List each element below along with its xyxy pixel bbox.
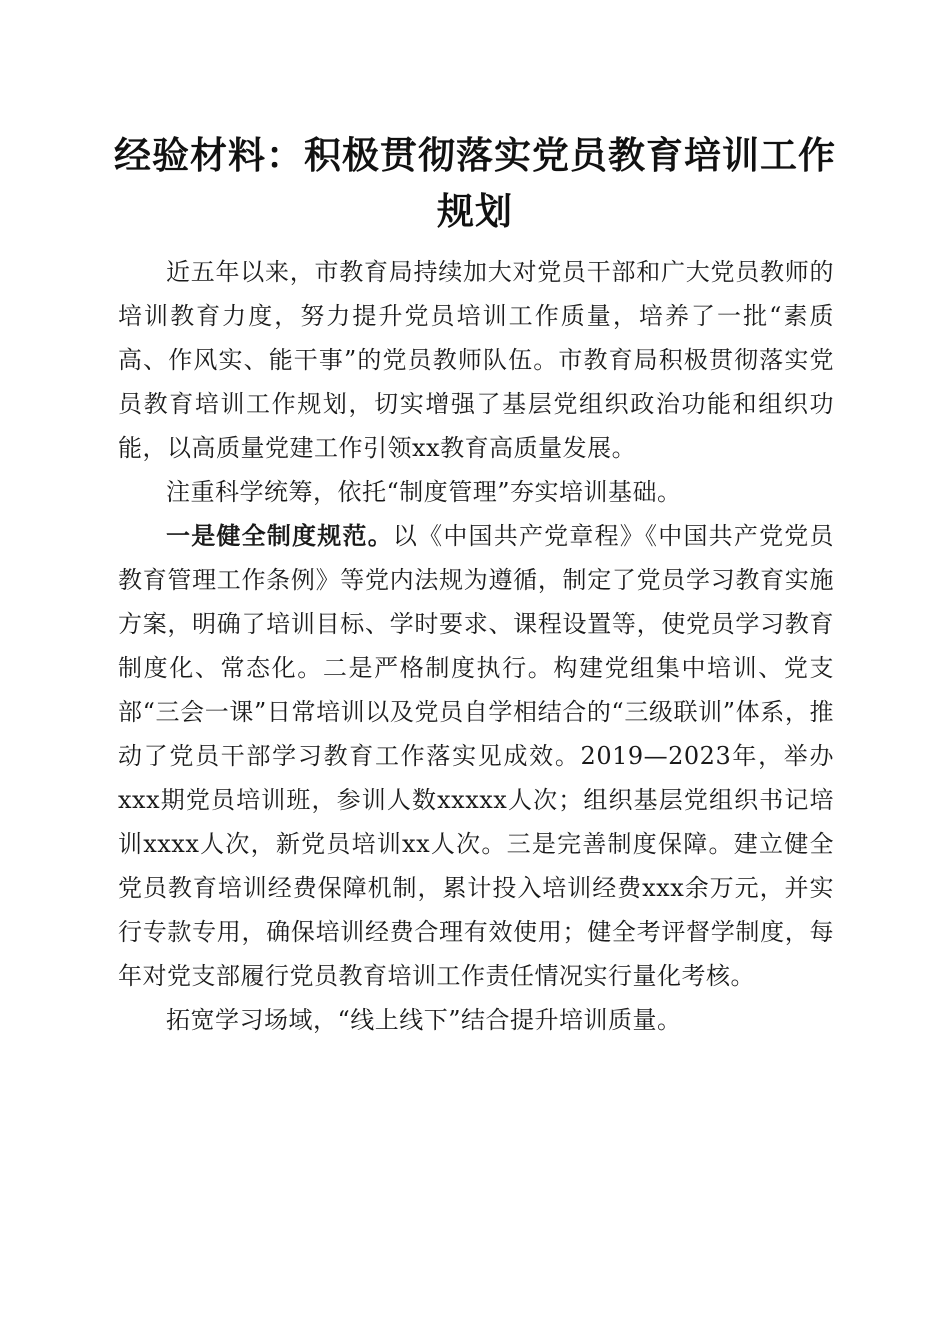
document-title: 经验材料：积极贯彻落实党员教育培训工作规划 bbox=[114, 134, 836, 233]
paragraph-lead-phrase: 一是健全制度规范。 bbox=[166, 522, 393, 550]
document-body bbox=[118, 250, 834, 1042]
paragraph-section-heading-2: 拓宽学习场域，“线上线下”结合提升培训质量。 bbox=[166, 1006, 682, 1034]
paragraph-section-heading-1: 注重科学统筹，依托“制度管理”夯实培训基础。 bbox=[166, 478, 682, 506]
paragraph-institutional-measures bbox=[118, 514, 834, 998]
paragraph-intro: 近五年以来，市教育局持续加大对党员干部和广大党员教师的培训教育力度，努力提升党员培训工作质量，培养了一批“素质高、作风实、能干事”的党员教师队伍。市教育局积极贯彻落实党员教育培训工作规划，切实增强了基层党组织政治功能和组织功能，以高质量党建工作引领xx教育高质量发展。 bbox=[118, 258, 834, 462]
paragraph-body-text: 以《中国共产党章程》《中国共产党党员教育管理工作条例》等党内法规为遵循，制定了党员学习教育实施方案，明确了培训目标、学时要求、课程设置等，使党员学习教育制度化、常态化。二是严格制度执行。构建党组集中培训、党支部“三会一课”日常培训以及党员自学相结合的“三级联训”体系，推动了党员干部学习教育工作落实见成效。2019—2023年，举办xxx期党员培训班，参训人数xxxxx人次；组织基层党组织书记培训xxxx人次，新党员培训xx人次。三是完善制度保障。建立健全党员教育培训经费保障机制，累计投入培训经费xxx余万元，并实行专款专用，确保培训经费合理有效使用；健全考评督学制度，每年对党支部履行党员教育培训工作责任情况实行量化考核。 bbox=[118, 522, 835, 990]
